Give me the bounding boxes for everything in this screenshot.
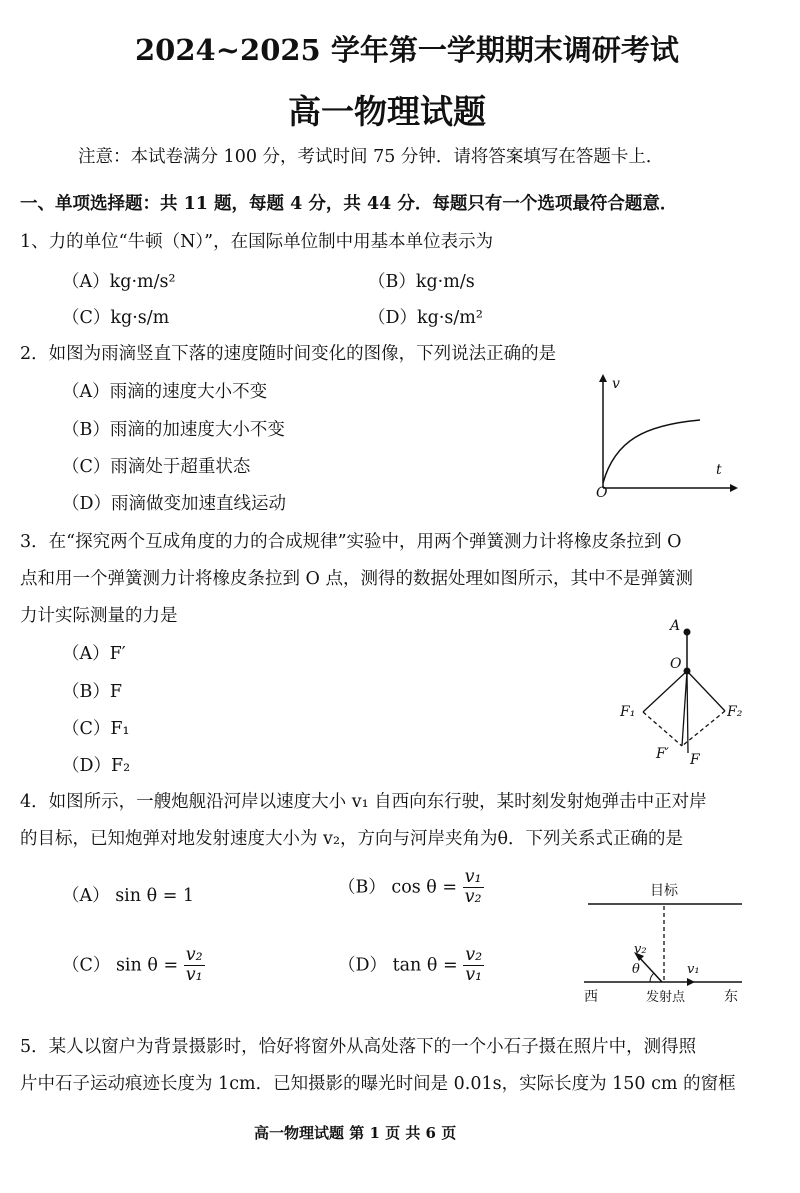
q3-option-d: （D）F₂ <box>62 756 131 776</box>
theta-label: θ <box>632 962 640 977</box>
fraction <box>463 946 484 986</box>
q4-option-c-label: （C） sin θ = <box>62 955 179 976</box>
q4-option-b <box>338 868 484 908</box>
q2-option-a: （A）雨滴的速度大小不变 <box>62 382 268 402</box>
q5-line2: 片中石子运动痕迹长度为 1cm．已知摄影的曝光时间是 0.01s，实际长度为 150 cm 的窗框 <box>20 1074 736 1094</box>
denominator: v₁ <box>465 965 483 986</box>
graph-t-label: t <box>716 462 722 478</box>
q4-option-d <box>338 946 484 986</box>
point-a-label: A <box>670 618 681 634</box>
numerator: v₂ <box>185 945 203 965</box>
q4-option-a: （A） sin θ = 1 <box>62 886 195 906</box>
numerator: v₂ <box>465 945 483 965</box>
q3-line3: 力计实际测量的力是 <box>20 606 178 626</box>
force-diagram <box>580 610 780 780</box>
q4-option-d-label: （D） tan θ = <box>338 955 458 976</box>
q2-stem: 2．如图为雨滴竖直下落的速度随时间变化的图像，下列说法正确的是 <box>20 344 557 364</box>
exam-note: 注意：本试卷满分 100 分，考试时间 75 分钟．请将答案填写在答题卡上． <box>78 147 664 167</box>
q3-option-c: （C）F₁ <box>62 719 130 739</box>
v1-label: v₁ <box>687 962 700 977</box>
q4-option-b-label: （B） cos θ = <box>338 877 458 898</box>
denominator: v₁ <box>185 965 203 986</box>
west-label: 西 <box>584 989 598 1005</box>
q4-line2: 的目标，已知炮弹对地发射速度大小为 v₂，方向与河岸夹角为θ．下列关系式正确的是 <box>20 829 683 849</box>
point-o-label: O <box>670 656 682 672</box>
denominator: v₂ <box>464 887 482 908</box>
f2-label: F₂ <box>727 704 743 720</box>
f-label: F <box>690 752 700 768</box>
vt-graph <box>585 370 745 505</box>
launch-point-label: 发射点 <box>646 990 686 1005</box>
numerator: v₁ <box>464 867 482 887</box>
f1-label: F₁ <box>620 704 636 720</box>
q3-line2: 点和用一个弹簧测力计将橡皮条拉到 O 点，测得的数据处理如图所示，其中不是弹簧测 <box>20 569 693 589</box>
section-heading: 一、单项选择题：共 11 题，每题 4 分，共 44 分．每题只有一个选项最符合题意． <box>20 194 678 214</box>
graph-v-label: v <box>612 376 620 392</box>
q3-line1: 3．在“探究两个互成角度的力的合成规律”实验中，用两个弹簧测力计将橡皮条拉到 O <box>20 532 682 552</box>
page-footer: 高一物理试题 第 1 页 共 6 页 <box>254 1124 457 1142</box>
q4-line1: 4．如图所示，一艘炮舰沿河岸以速度大小 v₁ 自西向东行驶，某时刻发射炮弹击中正对岸 <box>20 792 707 812</box>
fraction <box>463 868 484 908</box>
east-label: 东 <box>724 989 738 1005</box>
q2-option-d: （D）雨滴做变加速直线运动 <box>62 494 287 514</box>
q1-option-a: （A）kg·m/s² <box>62 272 176 292</box>
q3-option-b: （B）F <box>62 682 123 702</box>
q4-option-c <box>62 946 205 986</box>
q1-option-c: （C）kg·s/m <box>62 308 170 328</box>
q1-stem: 1、力的单位“牛顿（N）”，在国际单位制中用基本单位表示为 <box>20 232 494 252</box>
exam-title: 2024~2025 学年第一学期期末调研考试 <box>135 33 679 67</box>
q2-option-b: （B）雨滴的加速度大小不变 <box>62 420 285 440</box>
q1-option-b: （B）kg·m/s <box>368 272 475 292</box>
q5-line1: 5．某人以窗户为背景摄影时，恰好将窗外从高处落下的一个小石子摄在照片中，测得照 <box>20 1037 697 1057</box>
q3-option-a: （A）F′ <box>62 644 126 664</box>
v2-label: v₂ <box>634 942 647 957</box>
fraction <box>184 946 205 986</box>
q1-option-d: （D）kg·s/m² <box>368 308 483 328</box>
graph-origin-label: O <box>596 485 608 501</box>
f-prime-label: F′ <box>656 746 669 762</box>
target-label: 目标 <box>650 883 678 899</box>
q2-option-c: （C）雨滴处于超重状态 <box>62 457 251 477</box>
exam-subtitle: 高一物理试题 <box>288 92 486 131</box>
